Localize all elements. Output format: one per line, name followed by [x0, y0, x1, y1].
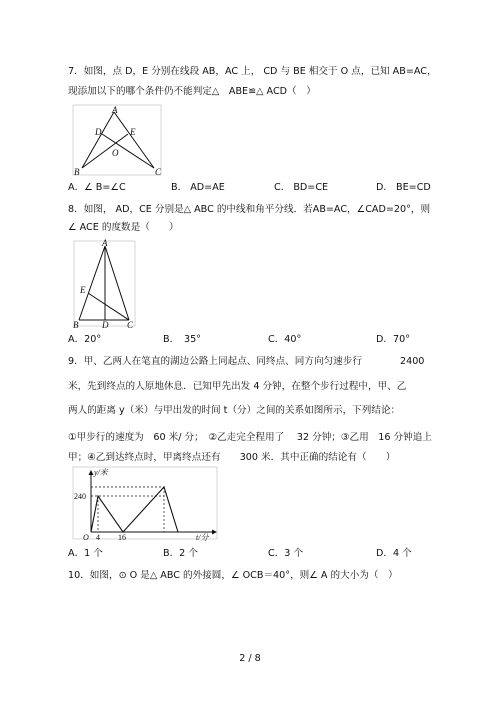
q7-label-C: C [155, 167, 162, 177]
q9-x-tick-16: 16 [118, 533, 126, 542]
q9-y-tick-240: 240 [74, 492, 86, 501]
q9-stem-distance: 2400 [400, 356, 425, 367]
q7-label-B: B [74, 167, 80, 177]
q7-option-d: D． BE=CD [376, 182, 431, 193]
q9-graph [72, 466, 220, 542]
page-number: 2 / 8 [239, 653, 261, 664]
q7-figure [72, 104, 164, 178]
q7-label-O: O [112, 148, 119, 158]
q9-stem-line1: 9．甲、乙两人在笔直的湖边公路上同起点、同终点、同方向匀速步行 [68, 356, 362, 367]
q8-label-C: C [127, 320, 134, 330]
q9-option-c: C．3 个 [268, 548, 304, 559]
q8-option-b: B． 35° [163, 334, 201, 345]
q9-origin-label: O [83, 533, 89, 542]
q7-stem-line2: 现添加以下的哪个条件仍不能判定△ ABE≌△ ACD（ ） [68, 86, 316, 97]
q9-stem-line5: 甲；④乙到达终点时，甲离终点还有 300 米．其中正确的结论有（ ） [68, 452, 396, 463]
q8-stem-line1: 8．如图， AD，CE 分别是△ ABC 的中线和角平分线．若AB=AC，∠CAD=20°，则 [68, 204, 431, 215]
q7-option-a: A．∠ B=∠C [68, 182, 126, 193]
q7-label-A: A [112, 105, 118, 115]
q9-option-a: A．1 个 [68, 548, 103, 559]
q10-stem-line1: 10．如图，⊙ O 是△ ABC 的外接圆，∠ OCB＝40°，则∠ A 的大小为（ ） [68, 570, 398, 581]
q7-option-c: C． BD=CE [274, 182, 329, 193]
q8-label-B: B [73, 320, 79, 330]
q9-stem-line4: ①甲步行的速度为 60 米/ 分； ②乙走完全程用了 32 分钟；③乙用 16 分钟追上 [68, 432, 432, 443]
q7-option-b: B． AD=AE [171, 182, 225, 193]
q9-option-b: B．2 个 [163, 548, 198, 559]
q8-option-a: A．20° [68, 334, 102, 345]
q8-option-c: C．40° [268, 334, 302, 345]
q7-label-E: E [130, 127, 136, 137]
q9-x-axis-label: t/分 [196, 533, 209, 542]
q8-label-A: A [102, 238, 108, 248]
q9-y-axis-label: y/米 [94, 468, 108, 477]
q7-stem-line1: 7．如图，点 D，E 分别在线段 AB，AC 上， CD 与 BE 相交于 O 点，已知 AB=AC， [68, 66, 437, 77]
q7-label-D: D [95, 127, 102, 137]
q9-stem-line3: 两人的距离 y（米）与甲出发的时间 t（分）之间的关系如图所示，下列结论： [68, 405, 401, 416]
q9-option-d: D．4 个 [376, 548, 412, 559]
q9-x-tick-4: 4 [96, 533, 100, 542]
q8-label-E: E [80, 285, 86, 295]
q8-option-d: D．70° [376, 334, 410, 345]
q8-stem-line2: ∠ ACE 的度数是（ ） [68, 222, 179, 233]
q8-label-D: D [102, 320, 109, 330]
q9-stem-line2: 米，先到终点的人原地休息．已知甲先出发 4 分钟，在整个步行过程中，甲、乙 [68, 381, 407, 392]
q8-figure [73, 240, 137, 328]
